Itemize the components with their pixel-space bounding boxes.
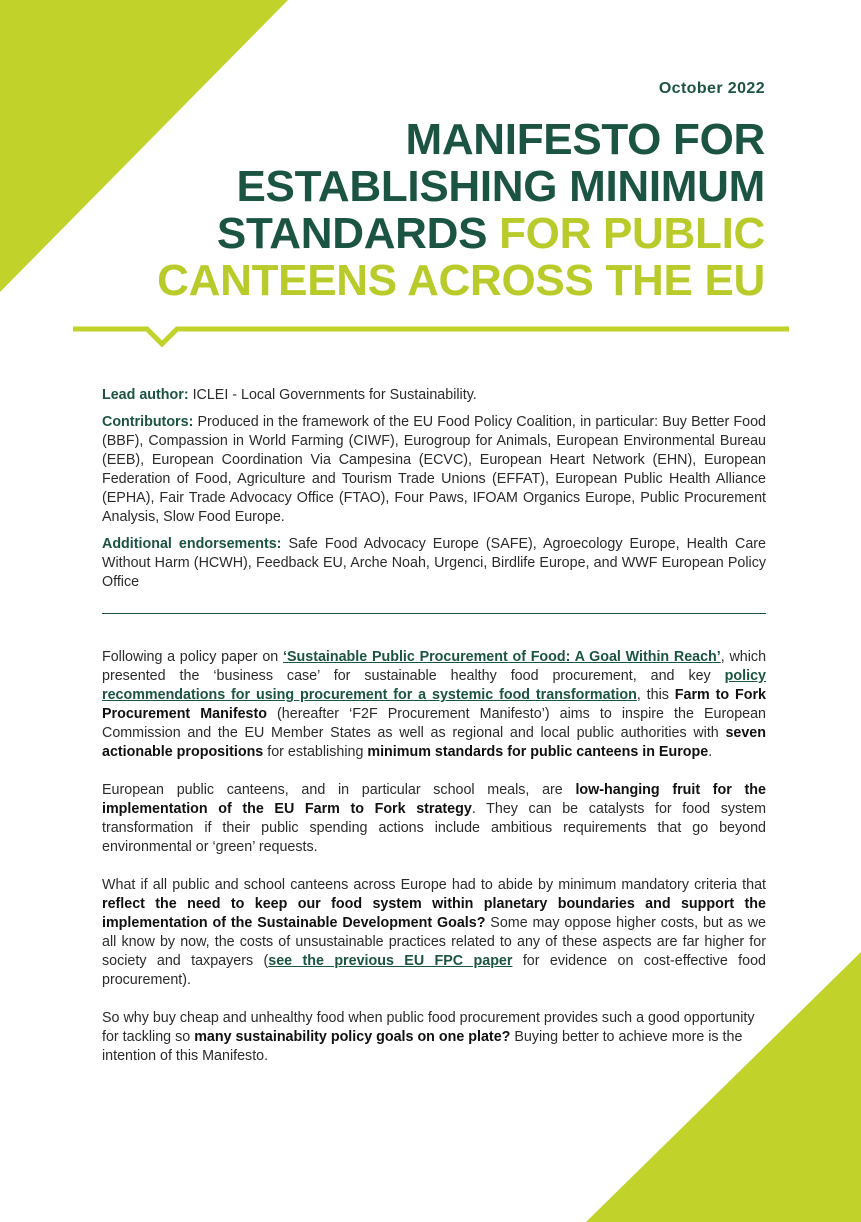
p1-text-5: for establishing	[263, 744, 368, 760]
title-line-3-dark: STANDARDS	[216, 209, 488, 258]
lead-author-text: ICLEI - Local Governments for Sustainability.	[192, 387, 477, 403]
publication-date: October 2022	[658, 80, 765, 97]
body-text	[102, 648, 766, 1085]
paragraph-2	[102, 781, 766, 857]
section-divider	[102, 613, 766, 614]
paragraph-1	[102, 648, 766, 762]
p1-text-4: (hereafter ‘F2F Procurement Manifesto’) aims to inspire the European Commission and the EU Member States as well as regional and local public authorities with	[102, 706, 766, 741]
title-divider	[73, 322, 789, 350]
link-sustainable-procurement-paper[interactable]: ‘Sustainable Public Procurement of Food: A Goal Within Reach’	[283, 649, 721, 665]
title-line-4: CANTEENS ACROSS THE EU	[157, 256, 765, 305]
p1-text-2: , which presented the ‘business case’ for sustainable healthy food procurement, and key	[102, 649, 767, 684]
p2-text-2: . They can be catalysts for food system transformation if their public spending actions include ambitious requirements that go beyond environmental or ‘green’ requests.	[102, 801, 766, 855]
credits-section	[102, 386, 766, 600]
p3-text-1: What if all public and school canteens across Europe had to abide by minimum mandatory criteria that	[102, 877, 766, 893]
contributors-text: Produced in the framework of the EU Food Policy Coalition, in particular: Buy Better Food (BBF), Compassion in World Farming (CIWF), Eurogroup for Animals, European Environmental Bureau (EEB), European Coordination Via Campesina (ECVC), European Heart Network (EHN), European Federation of Food, Agriculture and Tourism Trade Unions (EFFAT), European Public Health Alliance (EPHA), Fair Trade Advocacy Office (FTAO), Four Paws, IFOAM Organics Europe, Public Procurement Analysis, Slow Food Europe.	[102, 414, 766, 525]
lead-author	[102, 386, 766, 405]
p1-text-1: Following a policy paper on	[102, 649, 283, 665]
contributors	[102, 413, 766, 527]
page-title	[85, 116, 765, 304]
p3-text-3: for evidence on cost-effective food procurement).	[102, 953, 766, 988]
p2-text-1: European public canteens, and in particular school meals, are	[102, 782, 576, 798]
p1-bold-3: minimum standards for public canteens in Europe	[367, 744, 709, 760]
paragraph-4	[102, 1009, 766, 1066]
p4-text-2: Buying better to achieve more is the intention of this Manifesto.	[102, 1029, 743, 1064]
link-policy-recommendations[interactable]: policy recommendations for using procurement for a systemic food transformation	[102, 668, 766, 703]
p2-bold-1: low-hanging fruit for the implementation of the EU Farm to Fork strategy	[102, 782, 766, 817]
p3-bold-1: reflect the need to keep our food system within planetary boundaries and support the implementation of the Sustainable Development Goals?	[102, 896, 766, 931]
link-previous-eu-fpc-paper[interactable]: see the previous EU FPC paper	[268, 953, 513, 969]
paragraph-3	[102, 876, 766, 990]
p3-text-2: Some may oppose higher costs, but as we all know by now, the costs of unsustainable practices related to any of these aspects are far higher for society and taxpayers (	[102, 915, 767, 969]
p1-text-6: .	[708, 744, 713, 760]
endorsements-text: Safe Food Advocacy Europe (SAFE), Agroecology Europe, Health Care Without Harm (HCWH), Feedback EU, Arche Noah, Urgenci, Birdlife Europe, and WWF European Policy Office	[102, 536, 766, 590]
endorsements	[102, 535, 766, 592]
p4-text-1: So why buy cheap and unhealthy food when public food procurement provides such a good opportunity for tackling so	[102, 1010, 755, 1045]
title-line-2: ESTABLISHING MINIMUM	[236, 162, 765, 211]
contributors-label: Contributors:	[102, 414, 194, 430]
p1-bold-1: Farm to Fork Procurement Manifesto	[102, 687, 766, 722]
title-line-3-lime: FOR PUBLIC	[499, 209, 765, 258]
p4-bold-1: many sustainability policy goals on one plate?	[194, 1029, 511, 1045]
p1-bold-2: seven actionable propositions	[102, 725, 766, 760]
lead-author-label: Lead author:	[102, 387, 189, 403]
endorsements-label: Additional endorsements:	[102, 536, 282, 552]
title-line-1: MANIFESTO FOR	[405, 115, 765, 164]
p1-text-3: , this	[636, 687, 675, 703]
